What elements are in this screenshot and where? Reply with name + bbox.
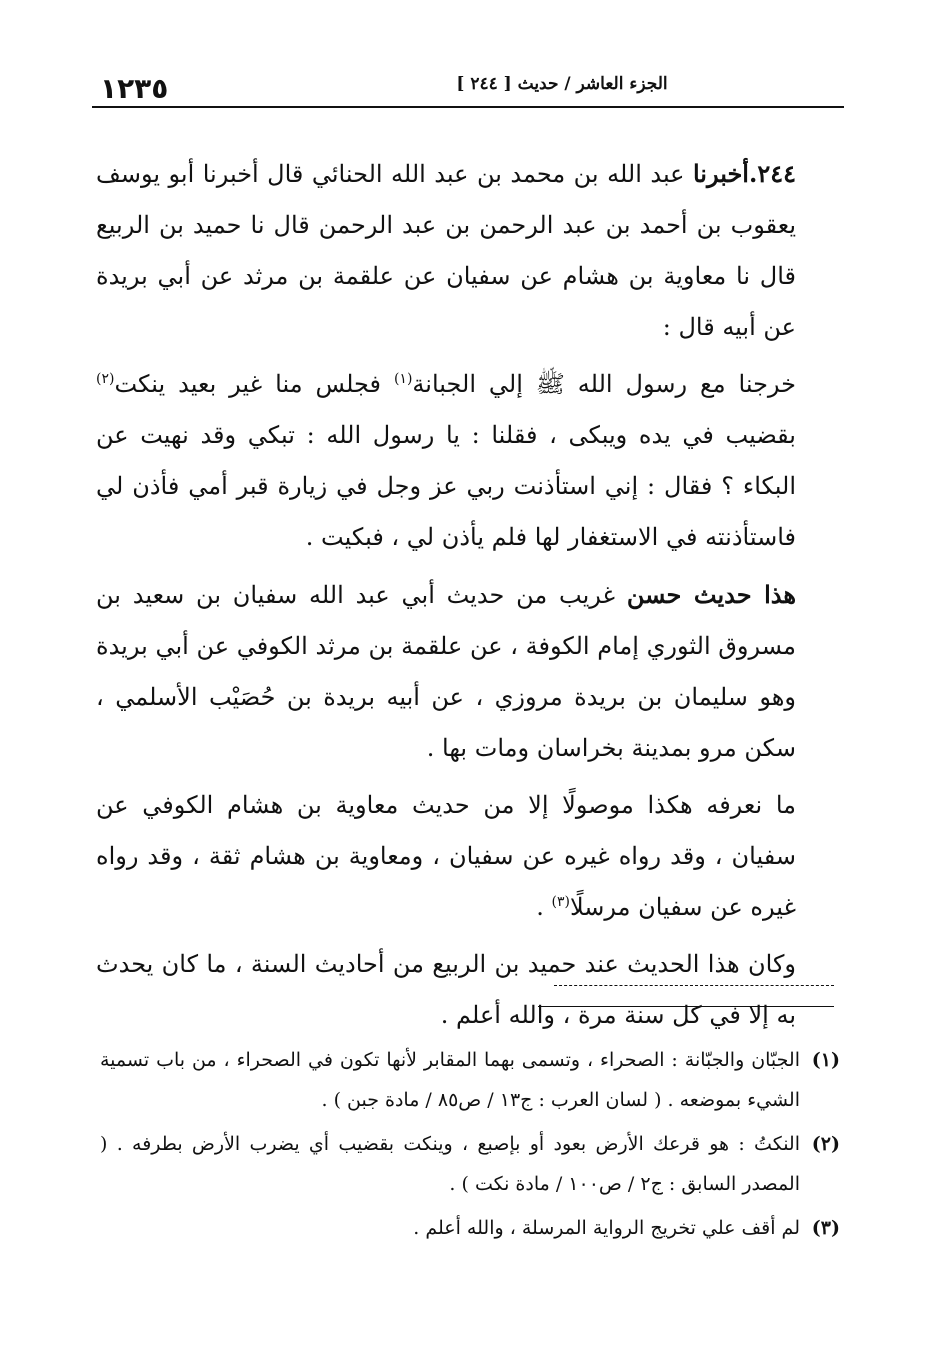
footnote-item — [100, 1124, 840, 1204]
footnote-text: لم أقف علي تخريج الرواية المرسلة ، والله أعلم . — [413, 1217, 800, 1239]
matn-paragraph — [96, 359, 796, 563]
footnote-label: (٣) — [811, 1217, 840, 1239]
commentary-text: ما نعرفه هكذا موصولًا إلا من حديث معاوية بن هشام الكوفي عن سفيان ، وقد رواه غيره عن سفيان ، ومعاوية بن هشام ثقة ، وقد رواه غيره عن سفيان مرسلًا — [96, 791, 796, 921]
footnote-item — [100, 1040, 840, 1120]
matn-text-2: فجلس منا غير بعيد ينكت — [114, 370, 394, 398]
footnote-ref-2: (٢) — [96, 371, 115, 387]
commentary-paragraph — [96, 780, 796, 933]
main-text — [96, 148, 796, 1047]
running-head: الجزء العاشر / حديث [ ٢٤٤ ] — [456, 74, 668, 94]
footnote-ref-3: (٣) — [551, 894, 570, 910]
grading-lead: هذا حديث حسن — [626, 580, 796, 609]
footnote-label: (١) — [811, 1049, 840, 1071]
footnote-label: (٢) — [811, 1133, 840, 1155]
page-header — [92, 66, 844, 108]
page-number: ١٢٣٥ — [100, 72, 169, 105]
grading-text: غريب من حديث أبي عبد الله سفيان بن سعيد بن مسروق الثوري إمام الكوفة ، عن علقمة بن مرثد الكوفي عن أبي بريدة وهو سليمان بن بريدة مروزي ، عن أبيه بريدة بن حُصَيْب الأسلمي ، سكن مرو بمدينة بخراسان ومات بها . — [96, 581, 796, 762]
matn-text-1: خرجنا مع رسول الله ﷺ إلي الجبانة — [412, 370, 797, 398]
footnotes — [100, 1040, 840, 1252]
commentary-end: . — [536, 893, 552, 921]
hadith-number: ٢٤٤. — [748, 159, 796, 188]
footnote-separator-dashed — [554, 985, 834, 986]
isnad-lead: أخبرنا — [692, 159, 749, 188]
footnote-separator-line — [538, 1006, 834, 1007]
isnad-text: عبد الله بن محمد بن عبد الله الحنائي قال أخبرنا أبو يوسف يعقوب بن أحمد بن عبد الرحمن بن عبد الرحمن قال نا حميد بن الربيع قال نا معاوية بن هشام عن سفيان عن علقمة بن مرثد عن أبي بريدة عن أبيه قال : — [96, 160, 796, 341]
footnote-item — [100, 1208, 840, 1248]
closing-paragraph: وكان هذا الحديث عند حميد بن الربيع من أحاديث السنة ، ما كان يحدث به إلا في كل سنة مرة ، والله أعلم . — [96, 950, 796, 1029]
footnote-text: الجبّان والجبّانة : الصحراء ، وتسمى بهما المقابر لأنها تكون في الصحراء ، من باب تسمية الشيء بموضعه . ( لسان العرب : ج١٣ / ص٨٥ / مادة جبن ) . — [100, 1049, 800, 1111]
isnad-paragraph — [96, 148, 796, 353]
footnote-ref-1: (١) — [393, 371, 413, 387]
footnote-text: النكتُ : هو قرعك الأرض بعود أو بإصبع ، وينكت بقضيب أي يضرب الأرض بطرفه . ( المصدر السابق : ج٢ / ص١٠٠ / مادة نكت ) . — [100, 1133, 800, 1195]
grading-paragraph — [96, 569, 796, 774]
matn-text-3: بقضيب في يده ويبكى ، فقلنا : يا رسول الله : تبكي وقد نهيت عن البكاء ؟ فقال : إني استأذنت ربي عز وجل في زيارة قبر أمي فأذن لي فاستأذنته في الاستغفار لها فلم يأذن لي ، فبكيت . — [96, 421, 796, 551]
